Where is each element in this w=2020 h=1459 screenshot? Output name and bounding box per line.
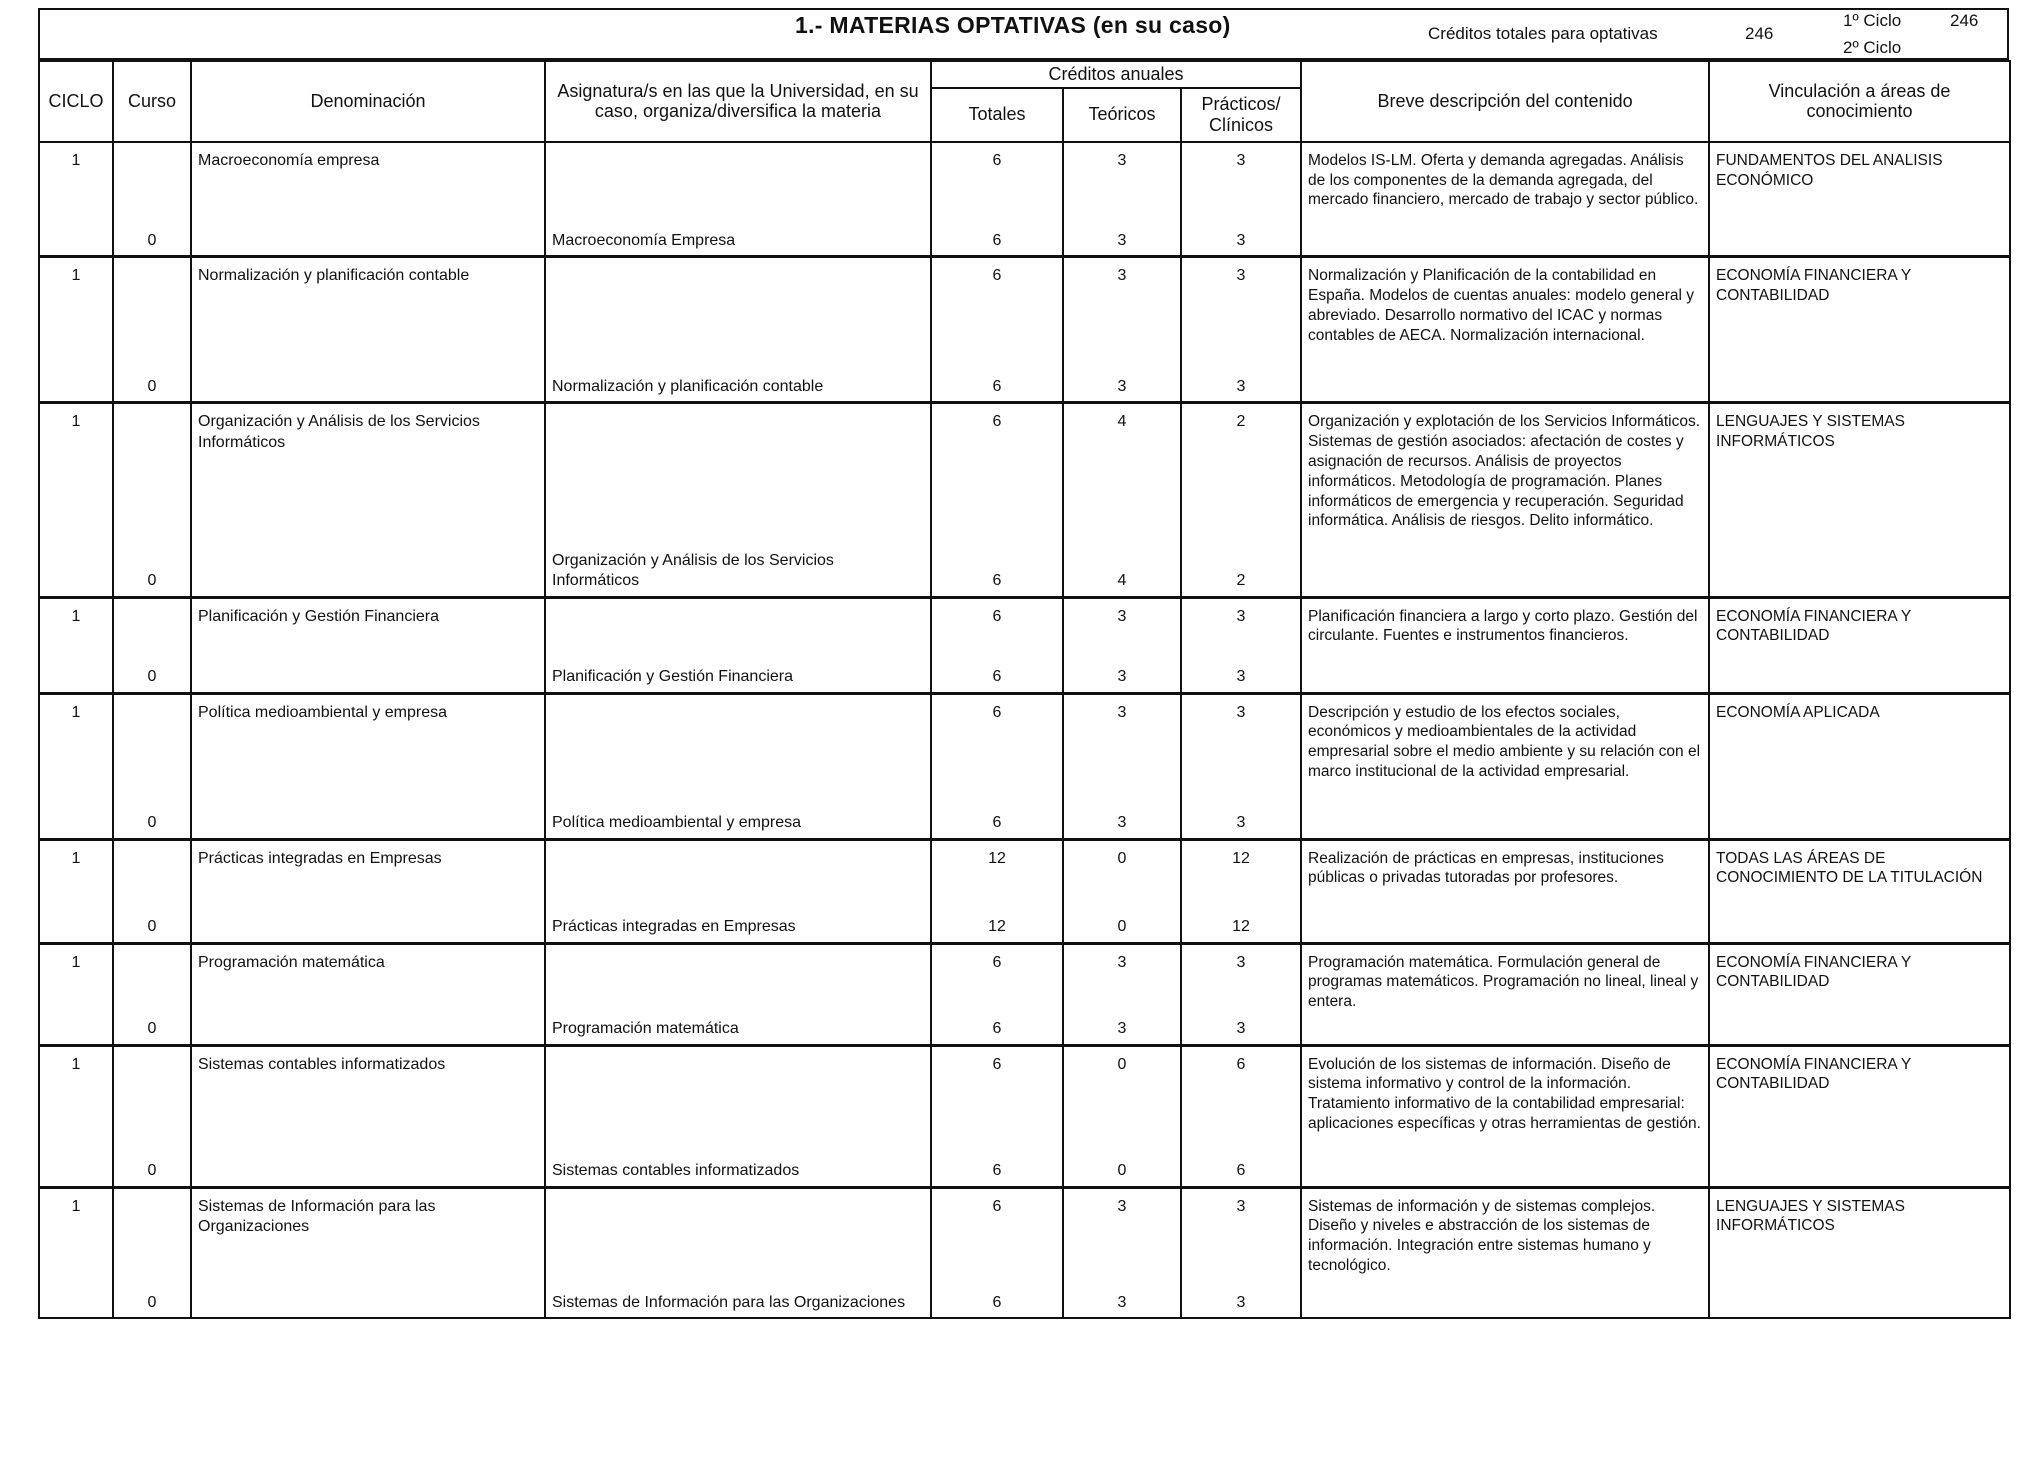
practicos-cell: 3 (1181, 1274, 1301, 1318)
teoricos-cell: 3 (1063, 1013, 1181, 1045)
materia-row (39, 693, 2010, 805)
denominacion-cell (191, 911, 545, 943)
ciclo-cell: 1 (39, 693, 113, 805)
asignatura-cell (545, 1045, 931, 1155)
asignatura-cell: Organización y Análisis de los Servicios Informáticos (545, 548, 931, 597)
teoricos-cell: 3 (1063, 227, 1181, 257)
practicos-cell: 3 (1181, 693, 1301, 805)
denominacion-cell: Macroeconomía empresa (191, 142, 545, 227)
asignatura-cell (545, 693, 931, 805)
totales-cell: 12 (931, 839, 1063, 911)
teoricos-cell: 3 (1063, 142, 1181, 227)
vinculacion-cell: LENGUAJES Y SISTEMAS INFORMÁTICOS (1709, 1187, 2010, 1318)
practicos-cell: 3 (1181, 1187, 1301, 1274)
practicos-cell: 6 (1181, 1045, 1301, 1155)
curso-cell: 0 (113, 911, 191, 943)
descripcion-cell: Evolución de los sistemas de información. Diseño de sistema informativo y control de la información. Tratamiento informativo de la contabilidad empresarial: aplicaciones específicas y otras herramientas de gestión. (1301, 1045, 1709, 1187)
denominacion-cell: Sistemas de Información para las Organizaciones (191, 1187, 545, 1274)
vinculacion-cell: ECONOMÍA FINANCIERA Y CONTABILIDAD (1709, 943, 2010, 1045)
teoricos-cell: 3 (1063, 693, 1181, 805)
practicos-cell: 2 (1181, 548, 1301, 597)
ciclo-cell: 1 (39, 597, 113, 661)
practicos-cell: 3 (1181, 597, 1301, 661)
curso-cell (113, 943, 191, 1013)
denominacion-cell: Política medioambiental y empresa (191, 693, 545, 805)
materia-row (39, 839, 2010, 911)
practicos-cell: 3 (1181, 943, 1301, 1013)
col-ciclo-header: CICLO (39, 61, 113, 142)
curso-cell (113, 693, 191, 805)
totales-cell: 6 (931, 403, 1063, 548)
teoricos-cell: 4 (1063, 548, 1181, 597)
asignatura-cell (545, 597, 931, 661)
table-header (39, 61, 2010, 142)
teoricos-cell: 3 (1063, 1274, 1181, 1318)
materia-row (39, 257, 2010, 371)
teoricos-cell: 3 (1063, 257, 1181, 371)
ciclo-cell (39, 805, 113, 839)
practicos-cell: 3 (1181, 805, 1301, 839)
vinculacion-cell: TODAS LAS ÁREAS DE CONOCIMIENTO DE LA TITULACIÓN (1709, 839, 2010, 943)
asignatura-cell: Prácticas integradas en Empresas (545, 911, 931, 943)
practicos-cell: 3 (1181, 371, 1301, 403)
materia-row (39, 403, 2010, 548)
table-body (39, 142, 2010, 1318)
ciclo-cell: 1 (39, 142, 113, 227)
ciclo-cell: 1 (39, 1045, 113, 1155)
descripcion-cell: Modelos IS-LM. Oferta y demanda agregadas. Análisis de los componentes de la demanda agregada, del mercado financiero, mercado de trabajo y sector público. (1301, 142, 1709, 257)
curso-cell: 0 (113, 548, 191, 597)
asignatura-cell (545, 403, 931, 548)
totales-cell: 6 (931, 548, 1063, 597)
totales-cell: 6 (931, 257, 1063, 371)
practicos-cell: 3 (1181, 661, 1301, 693)
asignatura-cell (545, 943, 931, 1013)
denominacion-cell: Planificación y Gestión Financiera (191, 597, 545, 661)
asignatura-cell (545, 142, 931, 227)
totales-cell: 6 (931, 142, 1063, 227)
denominacion-cell (191, 805, 545, 839)
denominacion-cell (191, 1274, 545, 1318)
ciclo-cell (39, 1155, 113, 1187)
materia-row (39, 943, 2010, 1013)
asignatura-cell (545, 1187, 931, 1274)
descripcion-cell: Sistemas de información y de sistemas complejos. Diseño y niveles e abstracción de los sistemas de información. Integración entre sistemas humano y tecnológico. (1301, 1187, 1709, 1318)
ciclo-cell: 1 (39, 839, 113, 911)
teoricos-cell: 0 (1063, 1155, 1181, 1187)
curso-cell (113, 597, 191, 661)
curso-cell: 0 (113, 227, 191, 257)
totales-cell: 6 (931, 597, 1063, 661)
asignatura-cell (545, 839, 931, 911)
vinculacion-cell: ECONOMÍA FINANCIERA Y CONTABILIDAD (1709, 1045, 2010, 1187)
materia-row (39, 1187, 2010, 1274)
curso-cell: 0 (113, 1155, 191, 1187)
totales-cell: 6 (931, 371, 1063, 403)
practicos-cell: 3 (1181, 227, 1301, 257)
denominacion-cell (191, 661, 545, 693)
vinculacion-cell: ECONOMÍA FINANCIERA Y CONTABILIDAD (1709, 257, 2010, 403)
col-descripcion-header: Breve descripción del contenido (1301, 61, 1709, 142)
asignatura-cell: Programación matemática (545, 1013, 931, 1045)
teoricos-cell: 3 (1063, 943, 1181, 1013)
col-vinculacion-header: Vinculación a áreas de conocimiento (1709, 61, 2010, 142)
denominacion-cell (191, 371, 545, 403)
totales-cell: 6 (931, 227, 1063, 257)
curso-cell (113, 142, 191, 227)
teoricos-cell: 4 (1063, 403, 1181, 548)
practicos-cell: 2 (1181, 403, 1301, 548)
descripcion-cell: Descripción y estudio de los efectos sociales, económicos y medioambientales de la actividad empresarial sobre el medio ambiente y su relación con el marco institucional de la actividad empresarial. (1301, 693, 1709, 839)
ciclo1-label: 1º Ciclo (1843, 11, 1902, 30)
materias-table (38, 60, 2011, 1319)
col-creditos-header: Créditos anuales (931, 61, 1301, 88)
curso-cell: 0 (113, 661, 191, 693)
asignatura-cell: Sistemas de Información para las Organizaciones (545, 1274, 931, 1318)
curso-cell: 0 (113, 371, 191, 403)
teoricos-cell: 0 (1063, 1045, 1181, 1155)
practicos-cell: 3 (1181, 1013, 1301, 1045)
descripcion-cell: Normalización y Planificación de la contabilidad en España. Modelos de cuentas anuales: modelo general y abreviado. Desarrollo normativo del ICAC y normas contables de AECA. Normalización internacional. (1301, 257, 1709, 403)
totales-cell: 6 (931, 1187, 1063, 1274)
ciclo-cell (39, 548, 113, 597)
descripcion-cell: Realización de prácticas en empresas, instituciones públicas o privadas tutoradas por profesores. (1301, 839, 1709, 943)
asignatura-cell: Política medioambiental y empresa (545, 805, 931, 839)
denominacion-cell: Prácticas integradas en Empresas (191, 839, 545, 911)
denominacion-cell (191, 548, 545, 597)
curso-cell: 0 (113, 1013, 191, 1045)
ciclo-cell: 1 (39, 403, 113, 548)
totales-cell: 6 (931, 1155, 1063, 1187)
descripcion-cell: Organización y explotación de los Servicios Informáticos. Sistemas de gestión asociados: afectación de costes y asignación de recursos. Análisis de proyectos informáticos. Metodología de programación. Planes informáticos de emergencia y recuperación. Seguridad informática. Análisis de riesgos. Delito informático. (1301, 403, 1709, 597)
optativas-credits-label: Créditos totales para optativas (1428, 24, 1658, 43)
practicos-cell: 12 (1181, 911, 1301, 943)
curso-cell: 0 (113, 1274, 191, 1318)
vinculacion-cell: FUNDAMENTOS DEL ANALISIS ECONÓMICO (1709, 142, 2010, 257)
denominacion-cell: Sistemas contables informatizados (191, 1045, 545, 1155)
curso-cell (113, 1187, 191, 1274)
descripcion-cell: Planificación financiera a largo y corto plazo. Gestión del circulante. Fuentes e instrumentos financieros. (1301, 597, 1709, 693)
teoricos-cell: 3 (1063, 597, 1181, 661)
vinculacion-cell: LENGUAJES Y SISTEMAS INFORMÁTICOS (1709, 403, 2010, 597)
practicos-cell: 12 (1181, 839, 1301, 911)
ciclo-cell (39, 227, 113, 257)
totales-cell: 6 (931, 1045, 1063, 1155)
teoricos-cell: 0 (1063, 911, 1181, 943)
ciclo-cell (39, 661, 113, 693)
denominacion-cell (191, 1013, 545, 1045)
curso-cell (113, 839, 191, 911)
ciclo-cell (39, 371, 113, 403)
materia-row (39, 142, 2010, 227)
col-asignaturas-header: Asignatura/s en las que la Universidad, en su caso, organiza/diversifica la materia (545, 61, 931, 142)
totales-cell: 6 (931, 805, 1063, 839)
totales-cell: 6 (931, 1013, 1063, 1045)
denominacion-cell: Normalización y planificación contable (191, 257, 545, 371)
denominacion-cell (191, 227, 545, 257)
asignatura-cell: Sistemas contables informatizados (545, 1155, 931, 1187)
col-curso-header: Curso (113, 61, 191, 142)
teoricos-cell: 3 (1063, 661, 1181, 693)
materia-row (39, 1045, 2010, 1155)
teoricos-cell: 3 (1063, 1187, 1181, 1274)
ciclo-cell (39, 1013, 113, 1045)
vinculacion-cell: ECONOMÍA APLICADA (1709, 693, 2010, 839)
totales-cell: 6 (931, 943, 1063, 1013)
ciclo-cell: 1 (39, 1187, 113, 1274)
totales-cell: 6 (931, 693, 1063, 805)
col-teoricos-header: Teóricos (1063, 88, 1181, 142)
asignatura-cell: Normalización y planificación contable (545, 371, 931, 403)
asignatura-cell: Planificación y Gestión Financiera (545, 661, 931, 693)
totales-cell: 12 (931, 911, 1063, 943)
ciclo2-label: 2º Ciclo (1843, 38, 1902, 57)
teoricos-cell: 3 (1063, 371, 1181, 403)
curso-cell (113, 257, 191, 371)
curso-cell: 0 (113, 805, 191, 839)
practicos-cell: 6 (1181, 1155, 1301, 1187)
ciclo-cell (39, 911, 113, 943)
practicos-cell: 3 (1181, 142, 1301, 227)
descripcion-cell: Programación matemática. Formulación general de programas matemáticos. Programación no lineal, lineal y entera. (1301, 943, 1709, 1045)
materia-row (39, 597, 2010, 661)
asignatura-cell: Macroeconomía Empresa (545, 227, 931, 257)
denominacion-cell (191, 1155, 545, 1187)
denominacion-cell: Organización y Análisis de los Servicios Informáticos (191, 403, 545, 548)
ciclo1-value: 246 (1950, 11, 1979, 30)
denominacion-cell: Programación matemática (191, 943, 545, 1013)
teoricos-cell: 0 (1063, 839, 1181, 911)
col-denominacion-header: Denominación (191, 61, 545, 142)
ciclo-cell: 1 (39, 943, 113, 1013)
optativas-credits-value: 246 (1745, 24, 1774, 43)
ciclo-cell: 1 (39, 257, 113, 371)
totales-cell: 6 (931, 661, 1063, 693)
ciclo-cell (39, 1274, 113, 1318)
curso-cell (113, 403, 191, 548)
curso-cell (113, 1045, 191, 1155)
page-title: 1.- MATERIAS OPTATIVAS (en su caso) (795, 12, 1231, 38)
totales-cell: 6 (931, 1274, 1063, 1318)
asignatura-cell (545, 257, 931, 371)
col-totales-header: Totales (931, 88, 1063, 142)
col-practicos-header: Prácticos/ Clínicos (1181, 88, 1301, 142)
teoricos-cell: 3 (1063, 805, 1181, 839)
practicos-cell: 3 (1181, 257, 1301, 371)
vinculacion-cell: ECONOMÍA FINANCIERA Y CONTABILIDAD (1709, 597, 2010, 693)
